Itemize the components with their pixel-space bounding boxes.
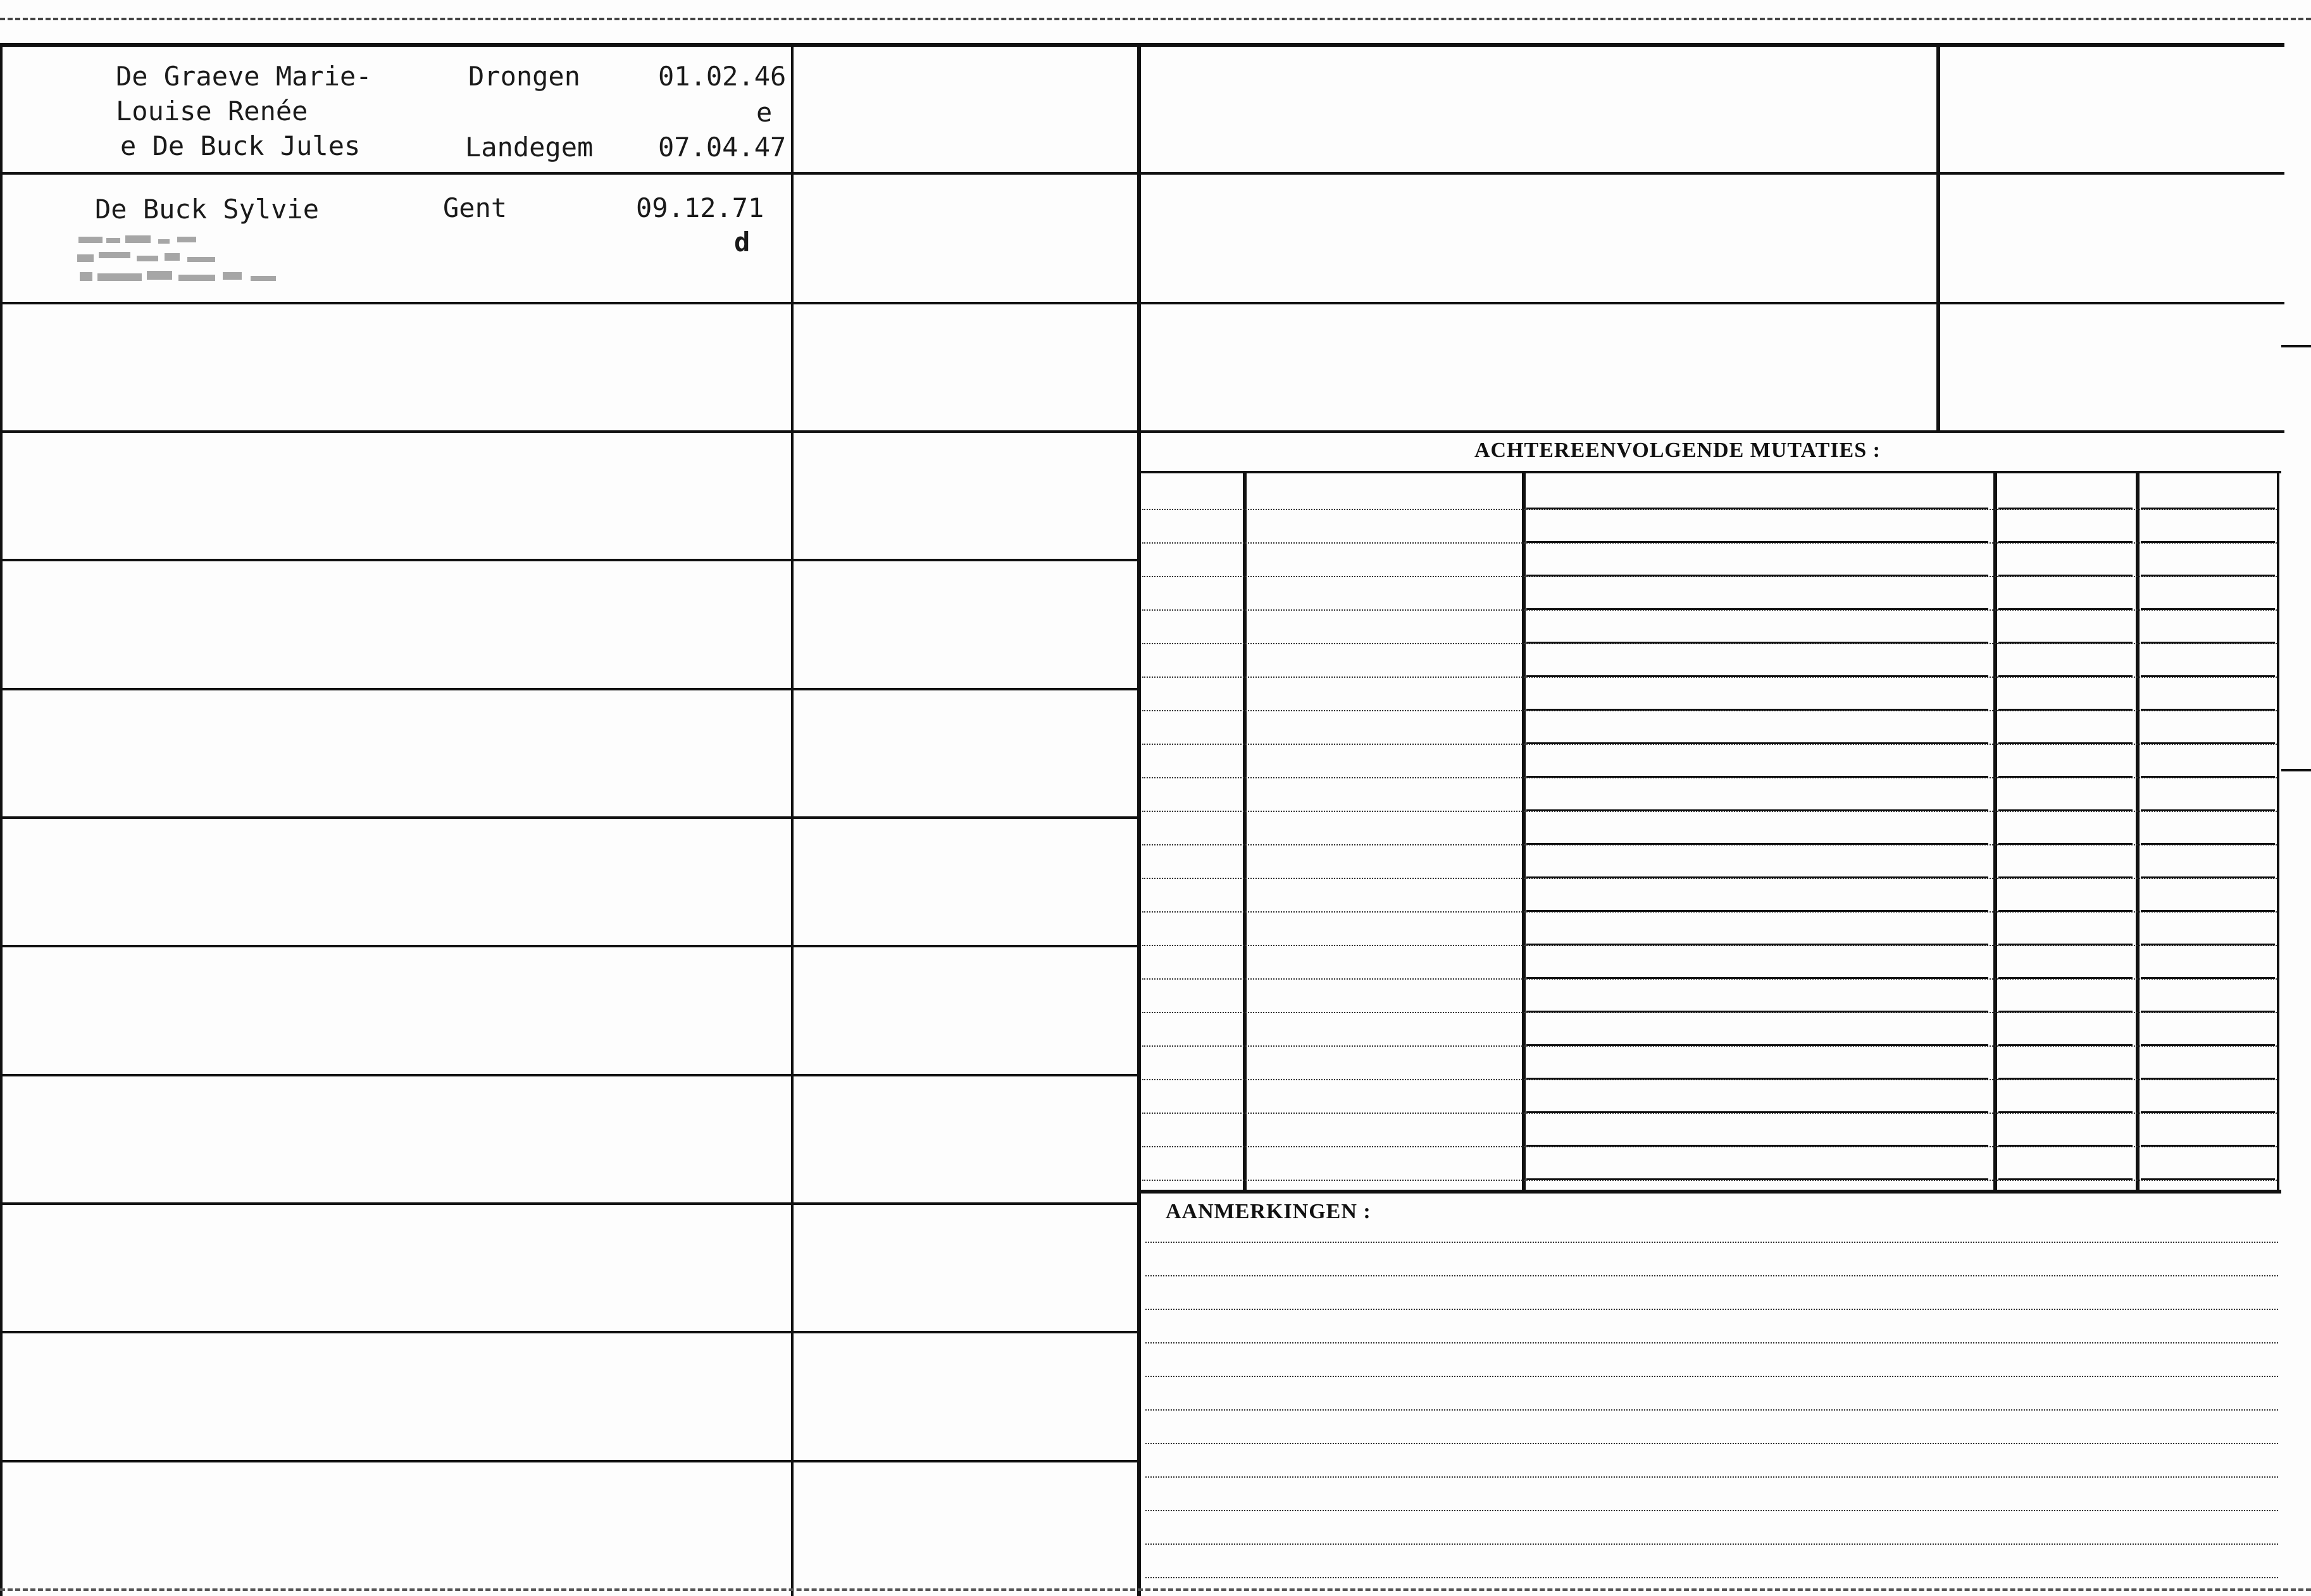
register-row-line (0, 1074, 1138, 1076)
mutations-row-line (1998, 709, 2133, 711)
remarks-row-line (1145, 1342, 2278, 1344)
mutations-row-line (2141, 1011, 2275, 1013)
mutations-row-line (1998, 910, 2133, 912)
mutations-row-line (1998, 742, 2133, 744)
left-border (0, 44, 3, 1596)
register-row-line (0, 559, 1138, 561)
mutations-row-line (2141, 1145, 2275, 1147)
mutations-row-line (2141, 742, 2275, 744)
mutations-row-line (1526, 776, 1988, 778)
register-column-divider (791, 44, 794, 1596)
date: 07.04.47 (658, 132, 787, 163)
mutations-row-line (2141, 910, 2275, 912)
mutations-row-line (1998, 675, 2133, 677)
mutations-row-line (1998, 776, 2133, 778)
mutations-row-line (1526, 608, 1988, 610)
remarks-heading: AANMERKINGEN : (1166, 1200, 1371, 1223)
remarks-row-line (1145, 1409, 2278, 1411)
register-row-line (0, 688, 1138, 690)
mutations-row-line (1526, 675, 1988, 677)
mutations-row-line (2141, 977, 2275, 979)
center-divider (1137, 44, 1141, 1596)
mutations-row-line (1998, 642, 2133, 644)
register-row-line (0, 816, 1138, 819)
remarks-row-line (1145, 1510, 2278, 1511)
bottom-perforation (0, 1588, 2311, 1591)
upper-right-column-divider (1936, 44, 1940, 430)
mutations-row-line (2141, 575, 2275, 577)
mutations-row-line (1998, 944, 2133, 945)
mutations-row-line (1998, 843, 2133, 845)
mutations-row-line (2141, 541, 2275, 543)
mutations-row-line (2141, 876, 2275, 878)
mutations-row-line (1998, 541, 2133, 543)
mutations-row-line (1998, 1111, 2133, 1113)
mutations-row-line (1998, 608, 2133, 610)
edge-tick (2281, 345, 2311, 347)
remarks-row-line (1145, 1543, 2278, 1545)
mutations-row-line (1526, 1078, 1988, 1080)
mutations-row-line (1998, 809, 2133, 811)
mutations-row-line (2141, 1111, 2275, 1113)
remarks-row-line (1145, 1242, 2278, 1243)
date: 01.02.46 (658, 61, 787, 92)
date-mark: d (734, 227, 751, 258)
top-border (0, 43, 2284, 47)
mutations-row-line (1526, 1145, 1988, 1147)
mutations-table-top (1138, 471, 2281, 473)
register-row-line (0, 1331, 1138, 1333)
register-row-line (0, 1202, 1138, 1205)
mutations-row-line (1526, 1178, 1988, 1180)
mutations-row-line (1998, 1011, 2133, 1013)
erased-text-smudge (76, 233, 285, 290)
person-name: De Graeve Marie- (116, 61, 372, 92)
mutations-row-line (1526, 843, 1988, 845)
mutations-row-line (2141, 809, 2275, 811)
remarks-row-line (1145, 1376, 2278, 1377)
mutations-row-line (2141, 1178, 2275, 1180)
remarks-row-line (1145, 1577, 2278, 1578)
top-perforation (0, 18, 2311, 20)
mutations-row-line (1526, 742, 1988, 744)
mutations-row-line (2141, 944, 2275, 945)
mutations-column-divider (1243, 471, 1247, 1192)
mutations-row-line (1526, 642, 1988, 644)
mutations-column-divider (1993, 471, 1997, 1192)
mutations-row-line (1526, 809, 1988, 811)
register-row-line (0, 1460, 1138, 1462)
mutations-row-line (2141, 642, 2275, 644)
mutations-row-line (1526, 876, 1988, 878)
person-name: e De Buck Jules (120, 130, 361, 161)
remarks-row-line (1145, 1443, 2278, 1444)
place: Gent (443, 192, 508, 223)
date: 09.12.71 (636, 192, 764, 223)
mutations-row-line (1526, 910, 1988, 912)
register-row-line (0, 430, 1138, 433)
mutations-row-line (1526, 508, 1988, 509)
mutations-row-line (2141, 776, 2275, 778)
mutations-row-line (1998, 1178, 2133, 1180)
place: Landegem (465, 132, 594, 163)
mutations-row-line (2141, 1078, 2275, 1080)
mutations-column-divider (1522, 471, 1526, 1192)
mutations-row-line (1998, 876, 2133, 878)
mutations-row-line (2141, 675, 2275, 677)
mutations-row-line (1526, 709, 1988, 711)
mutations-row-line (1526, 944, 1988, 945)
mutations-row-line (1998, 977, 2133, 979)
person-name: Louise Renée (116, 96, 308, 127)
mutations-row-line (1526, 1111, 1988, 1113)
mutations-table-bottom (1138, 1190, 2281, 1194)
register-row-line (0, 172, 1138, 175)
mutations-right-border (2277, 471, 2279, 1192)
mutations-row-line (2141, 608, 2275, 610)
date-mark: e (756, 97, 773, 128)
mutations-row-line (1526, 541, 1988, 543)
mutations-row-line (2141, 1044, 2275, 1046)
mutations-row-line (1998, 575, 2133, 577)
remarks-row-line (1145, 1275, 2278, 1276)
register-row-line (0, 302, 1138, 304)
mutations-row-line (1998, 1145, 2133, 1147)
mutations-column-divider (2136, 471, 2140, 1192)
remarks-row-line (1145, 1309, 2278, 1310)
register-row-line (0, 945, 1138, 947)
mutations-row-line (1526, 977, 1988, 979)
upper-right-row-line (1138, 302, 2284, 304)
place: Drongen (468, 61, 581, 92)
mutations-row-line (1998, 1044, 2133, 1046)
mutations-row-line (2141, 508, 2275, 509)
mutations-row-line (1526, 575, 1988, 577)
mutations-row-line (1526, 1011, 1988, 1013)
mutations-row-line (2141, 709, 2275, 711)
mutations-row-line (1526, 1044, 1988, 1046)
edge-tick (2281, 769, 2311, 771)
mutations-row-line (1998, 1078, 2133, 1080)
mutations-row-line (1998, 508, 2133, 509)
upper-right-row-line (1138, 172, 2284, 175)
upper-right-row-line (1138, 430, 2284, 433)
remarks-row-line (1145, 1476, 2278, 1478)
mutations-row-line (2141, 843, 2275, 845)
person-name: De Buck Sylvie (95, 194, 320, 225)
mutations-heading: ACHTEREENVOLGENDE MUTATIES : (1474, 439, 1881, 462)
